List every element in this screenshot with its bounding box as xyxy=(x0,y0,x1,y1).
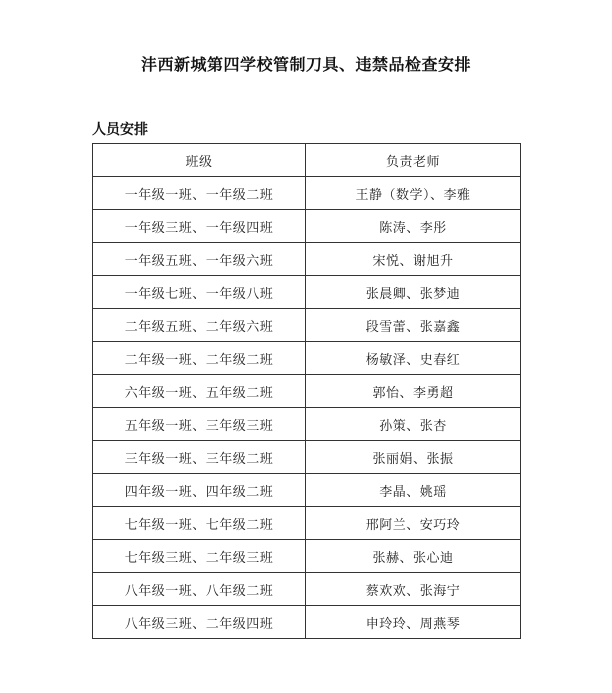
cell-class: 一年级一班、一年级二班 xyxy=(93,177,306,210)
cell-teacher: 段雪蕾、张嘉鑫 xyxy=(306,309,521,342)
table-row xyxy=(93,441,521,474)
cell-teacher: 孙策、张杏 xyxy=(306,408,521,441)
cell-teacher: 郭怡、李勇超 xyxy=(306,375,521,408)
cell-teacher: 张晨卿、张梦迪 xyxy=(306,276,521,309)
cell-teacher: 杨敏泽、史春红 xyxy=(306,342,521,375)
cell-class: 四年级一班、四年级二班 xyxy=(93,474,306,507)
table-row xyxy=(93,408,521,441)
document-title: 沣西新城第四学校管制刀具、违禁品检查安排 xyxy=(140,55,471,74)
cell-class: 一年级三班、一年级四班 xyxy=(93,210,306,243)
cell-teacher: 申玲玲、周燕琴 xyxy=(306,606,521,639)
table-row xyxy=(93,474,521,507)
cell-teacher: 张丽娟、张振 xyxy=(306,441,521,474)
table-row xyxy=(93,177,521,210)
cell-class: 二年级一班、二年级二班 xyxy=(93,342,306,375)
cell-class: 三年级一班、三年级二班 xyxy=(93,441,306,474)
cell-class: 一年级七班、一年级八班 xyxy=(93,276,306,309)
cell-teacher: 王静（数学）、李雅 xyxy=(306,177,521,210)
cell-teacher: 蔡欢欢、张海宁 xyxy=(306,573,521,606)
table-row xyxy=(93,342,521,375)
table-row xyxy=(93,276,521,309)
cell-class: 五年级一班、三年级三班 xyxy=(93,408,306,441)
table-row xyxy=(93,507,521,540)
table-row xyxy=(93,243,521,276)
table-row xyxy=(93,540,521,573)
table-row xyxy=(93,606,521,639)
cell-class: 七年级三班、二年级三班 xyxy=(93,540,306,573)
table-header-row xyxy=(93,144,521,177)
header-teacher: 负责老师 xyxy=(306,144,521,177)
cell-class: 六年级一班、五年级二班 xyxy=(93,375,306,408)
table-row xyxy=(93,309,521,342)
cell-teacher: 宋悦、谢旭升 xyxy=(306,243,521,276)
staff-assignment-table xyxy=(92,143,521,639)
cell-class: 八年级三班、二年级四班 xyxy=(93,606,306,639)
cell-class: 一年级五班、一年级六班 xyxy=(93,243,306,276)
section-heading-staff: 人员安排 xyxy=(92,122,148,138)
cell-teacher: 张赫、张心迪 xyxy=(306,540,521,573)
table-row xyxy=(93,375,521,408)
cell-class: 二年级五班、二年级六班 xyxy=(93,309,306,342)
cell-teacher: 邢阿兰、安巧玲 xyxy=(306,507,521,540)
cell-teacher: 李晶、姚瑶 xyxy=(306,474,521,507)
cell-class: 七年级一班、七年级二班 xyxy=(93,507,306,540)
table-row xyxy=(93,573,521,606)
table-row xyxy=(93,210,521,243)
cell-class: 八年级一班、八年级二班 xyxy=(93,573,306,606)
header-class: 班级 xyxy=(93,144,306,177)
cell-teacher: 陈涛、李彤 xyxy=(306,210,521,243)
